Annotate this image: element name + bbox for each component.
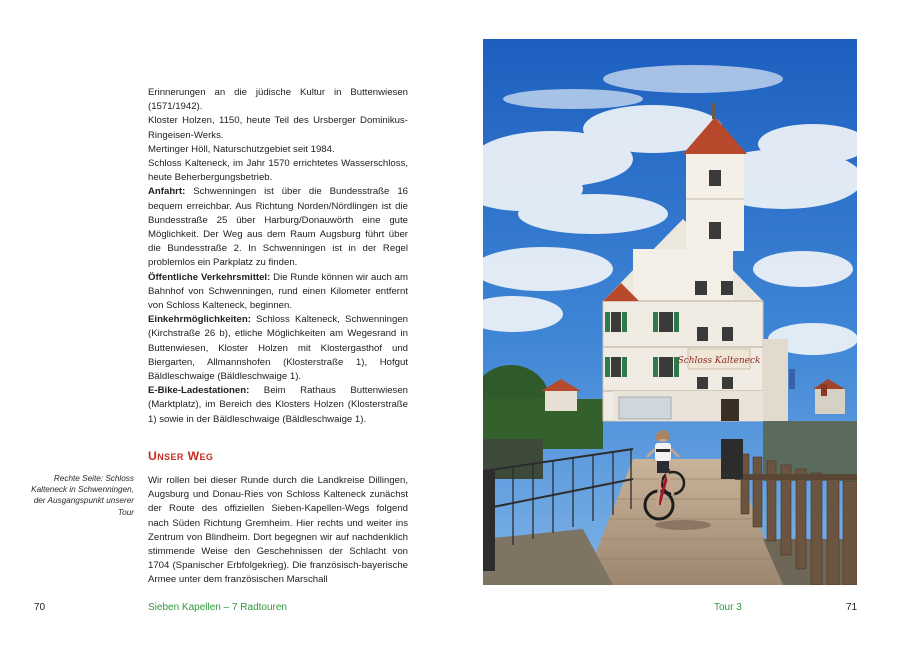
info-paragraph: Mertinger Höll, Naturschutzgebiet seit 1984. [148,143,335,155]
info-paragraph: Schloss Kalteneck, im Jahr 1570 errichtetes Wasserschloss, heute Beherbergungsbetrieb. [148,158,408,184]
page-number-right: 71 [846,602,858,613]
page-number-left: 70 [34,602,46,613]
info-paragraph: Erinnerungen an die jüdische Kultur in Buttenwiesen (1571/1942). [148,87,408,113]
tour-label: Tour 3 [714,602,742,613]
running-title: Sieben Kapellen – 7 Radtouren [148,602,287,613]
anfahrt-label: Anfahrt: [148,186,186,198]
einkehr-paragraph: Einkehrmöglichkeiten: Schloss Kalteneck, Schwenningen (Kirchstraße 26 b), etliche Möglichkeiten am Wegesrand in Buttenwiesen, Kloster Holzen mit Klostergasthof und Biergarten, Allmannshofen (Klosterstraße 1), Hofgut Bäldleschwaige (Bäldleschwaige 1). [148,314,408,383]
ebike-label: E-Bike-Ladestationen: [148,385,250,397]
einkehr-label: Einkehrmöglichkeiten: [148,314,251,326]
anfahrt-paragraph: Anfahrt: Schwenningen ist über die Bundesstraße 16 bequem erreichbar. Aus Richtung Norden/Nördlingen ist die Bundesstraße 25 über Harburg/Donauwörth eine gute Möglichkeit. Der Weg aus dem Raum Augsburg führt über die Bundesstraße 2. In Schwenningen ist in der Regel problemlos ein Parkplatz zu finden. [148,186,408,269]
photo-caption: Rechte Seite: Schloss Kalteneck in Schwenningen, der Ausgangspunkt unserer Tour [31,474,134,517]
castle-photo [483,39,857,585]
section-heading: Unser Weg [148,449,214,463]
ebike-paragraph: E-Bike-Ladestationen: Beim Rathaus Buttenwiesen (Marktplatz), im Bereich des Klosters Holzen (Klosterstraße 1) sowie in der Bäldleschwaige (Bäldleschwaige 1). [148,385,408,425]
oepnv-label: Öffentliche Verkehrsmittel: [148,271,271,283]
route-text: Wir rollen bei dieser Runde durch die Landkreise Dillingen, Augsburg und Donau-Ries von Schloss Kalteneck zunächst der Route des offiziellen Sieben-Kapellen-Wegs folgend nach Süden Richtung Gremheim. Hier rechts und weiter ins Zentrum von Blindheim. Dort begegnen wir auf nachdenklich stimmende Weise den Geschehnissen der Schlacht von 1704 (Spanischer Erbfolgekrieg). Die französisch-bayerische Armee unter dem französischen Marschall [148,475,408,586]
oepnv-paragraph: Öffentliche Verkehrsmittel: Die Runde können wir auch am Bahnhof von Schwenningen, rund einen Kilometer entfernt von Schloss Kalteneck, beginnen. [148,271,408,312]
info-paragraph: Kloster Holzen, 1150, heute Teil des Ursberger Dominikus-Ringeisen-Werks. [148,115,408,141]
info-text-column [148,86,408,427]
castle-sign-text: Schloss Kalteneck [677,356,761,366]
